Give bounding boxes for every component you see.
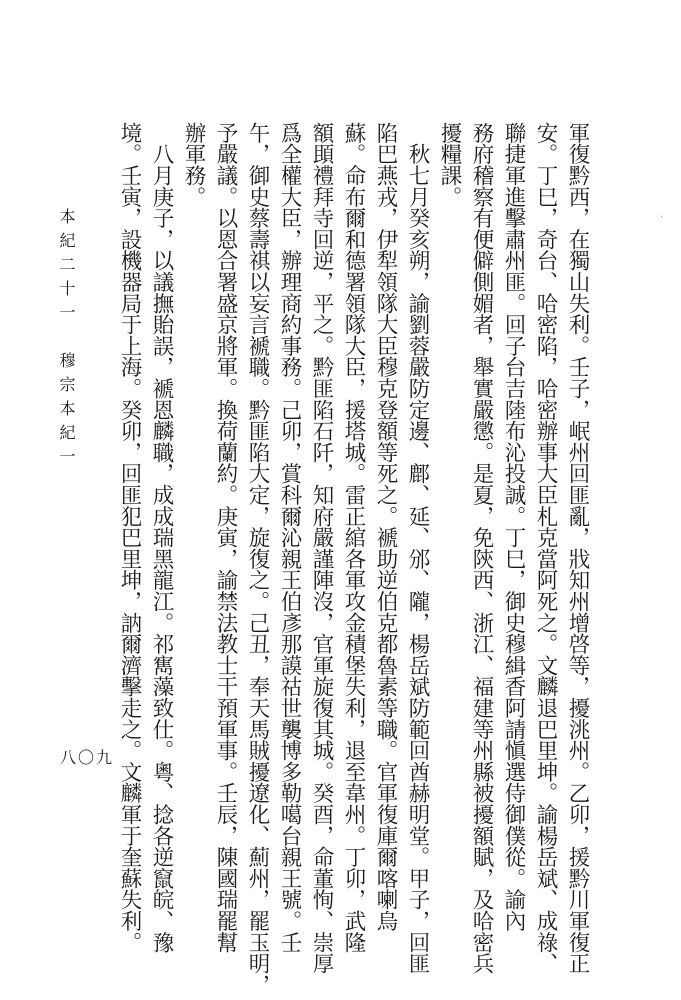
text-column-8: 蘇。命布爾和德署領隊大臣，援塔城。雷正綰各軍攻金積堡失利，退至韋州。丁卯，武隆 <box>341 122 366 953</box>
text-column-9: 額䪶禮拜寺回逆，平之。黔匪陷石阡，知府嚴謹陣沒，官軍旋復其城。癸酉，命董恂、崇厚 <box>309 122 334 975</box>
running-title: 本紀二十一 穆宗本紀一 <box>57 208 76 472</box>
text-column-3: 聯捷軍進擊肅州匪。回子台吉陸布沁投誠。丁巳，御史穆緝香阿請愼選侍御僕從。諭內 <box>501 122 526 932</box>
text-column-15: 境。壬寅，設機器局于上海。癸卯，回匪犯巴里坤，訥爾濟擊走之。文麟軍于奎蘇失利。 <box>117 122 142 953</box>
text-column-10: 爲全權大臣，辦理商約事務。己卯，賞科爾沁親王伯彥那謨祜世襲博多勒噶台親王號。壬 <box>277 122 302 953</box>
scan-mark: · <box>660 212 664 223</box>
text-column-11: 午，御史蔡壽祺以妄言褫職。黔匪陷大定，旋復之。己丑，奉天馬賊擾遼化、薊州，罷玉明， <box>245 122 270 996</box>
text-column-4: 務府稽察有便僻側媚者，舉實嚴懲。是夏，免陝西、浙江、福建等州縣被擾額賦，及哈密兵 <box>469 122 494 975</box>
page-number: 八〇九 <box>60 748 115 767</box>
text-column-7: 陷巴燕戎，伊犁領隊大臣穆克登額等死之。褫助逆伯克都魯素等職。官軍復庫爾喀喇烏 <box>373 122 398 932</box>
text-column-6: 秋七月癸亥朔，諭劉蓉嚴防定邊、鄜、延、邠、隴，楊岳斌防範回酋赫明堂。甲子，回匪 <box>405 122 430 975</box>
text-column-14: 八月庚子，以議撫貽誤，褫恩麟職，成成瑞黑龍江。祁寯藻致仕。粵、捻各逆竄皖、豫 <box>149 122 174 953</box>
text-column-13: 辦軍務。 <box>181 122 206 208</box>
text-column-1: 軍復黔西，在獨山失利。壬子，岷州回匪亂，戕知州增啓等，擾洮州。乙卯，援黔川軍復正 <box>565 122 590 975</box>
text-column-5: 擾糧課。 <box>437 122 462 208</box>
text-column-12: 予嚴議。以恩合署盛京將軍。換荷蘭約。庚寅，諭禁法教士干預軍事。壬辰，陳國瑞罷幫 <box>213 122 238 953</box>
text-column-2: 安。丁巳，奇台、哈密陷，哈密辦事大臣札克當阿死之。文麟退巴里坤。諭楊岳斌、成祿、 <box>533 122 558 975</box>
